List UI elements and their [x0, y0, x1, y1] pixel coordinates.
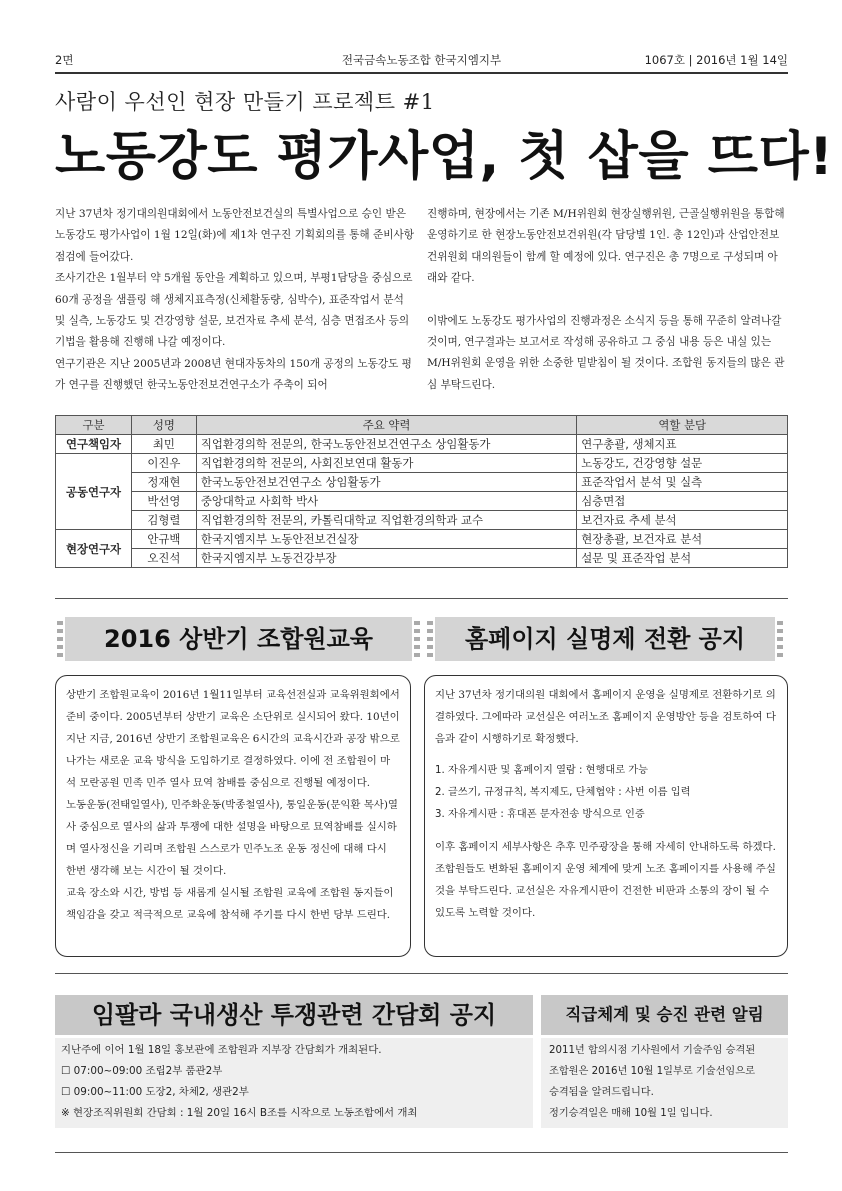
- meeting-line: ☐ 09:00~11:00 도장2, 차체2, 생관2부: [61, 1086, 249, 1098]
- article-paragraph: 연구기관은 지난 2005년과 2008년 현대자동차의 150개 공정의 노동강도 평가 연구를 진행했던 한국노동안전보건연구소가 주축이 되어: [55, 357, 412, 392]
- bio-cell: 직업환경의학 전문의, 한국노동안전보건연구소 상임활동가: [196, 435, 576, 454]
- promotion-line: 정기승격일은 매해 10월 1일 입니다.: [549, 1108, 713, 1119]
- homepage-notice-box: [424, 675, 788, 957]
- meeting-notice-title: 임팔라 국내생산 투쟁관련 간담회 공지: [55, 995, 533, 1035]
- promotion-line: 조합원은 2016년 10월 1일부로 기술선임으로: [549, 1066, 755, 1077]
- meeting-line: ※ 현장조직위원회 간담회 : 1월 20일 16시 B조를 시작으로 노동조합에서 개최: [61, 1107, 418, 1119]
- promotion-notice-title: 직급체계 및 승진 관련 알림: [541, 995, 788, 1035]
- group-cell: 현장연구자: [56, 530, 132, 568]
- bio-cell: 중앙대학교 사회학 박사: [196, 492, 576, 511]
- meeting-line: 지난주에 이어 1월 18일 홍보관에 조합원과 지부장 간담회가 개최된다.: [61, 1044, 382, 1056]
- paragraph-spacer: [427, 290, 788, 311]
- research-team-table: [55, 415, 788, 568]
- page-header: [55, 52, 788, 70]
- paragraph-spacer: [435, 750, 777, 760]
- homepage-notice-title: 홈페이지 실명제 전환 공지: [435, 617, 775, 661]
- footer-rule: [55, 1152, 788, 1153]
- homepage-rule-item: 1. 자유게시판 및 홈페이지 열람 : 현행대로 가능: [435, 765, 648, 776]
- page-number: 2면: [55, 53, 74, 67]
- role-cell: 표준작업서 분석 및 실측: [577, 473, 788, 492]
- name-cell: 최민: [131, 435, 196, 454]
- role-cell: 설문 및 표준작업 분석: [577, 549, 788, 568]
- group-cell: 공동연구자: [56, 454, 132, 530]
- name-cell: 오진석: [131, 549, 196, 568]
- name-cell: 김형렬: [131, 511, 196, 530]
- section-divider: [55, 598, 788, 599]
- name-cell: 안규백: [131, 530, 196, 549]
- promotion-line: 2011년 합의시점 기사원에서 기술주임 승격된: [549, 1045, 756, 1056]
- homepage-rule-item: 3. 자유게시판 : 휴대폰 문자전송 방식으로 인증: [435, 809, 645, 820]
- table-row: [56, 454, 788, 473]
- table-row: [56, 435, 788, 454]
- article-paragraph: 이밖에도 노동강도 평가사업의 진행과정은 소식지 등을 통해 꾸준히 알려나갈 것이며, 연구결과는 보고서로 작성해 공유하고 그 중심 내용 등은 내실 있는 M/H위원회 운영을 위한 소중한 밑받침이 될 것이다. 조합원 동지들의 많은 관심 부탁드린다.: [427, 314, 785, 391]
- table-row: [56, 530, 788, 549]
- meeting-notice-body: [55, 1038, 533, 1128]
- column-header: 성명: [131, 416, 196, 435]
- group-cell: 연구책임자: [56, 435, 132, 454]
- article-paragraph: 진행하며, 현장에서는 기존 M/H위원회 현장실행위원, 근골실행위원을 통합해 운영하기로 한 현장노동안전보건위원(각 담당별 1인. 총 12인)과 산업안전보건위원회 대의원들이 함께 할 예정에 있다. 연구진은 총 7명으로 구성되며 아래와 같다.: [427, 208, 785, 285]
- bio-cell: 한국지엠지부 노동건강부장: [196, 549, 576, 568]
- header-rule: [55, 72, 788, 74]
- paragraph-spacer: [435, 826, 777, 836]
- role-cell: 보건자료 추세 분석: [577, 511, 788, 530]
- bio-cell: 직업환경의학 전문의, 사회진보연대 활동가: [196, 454, 576, 473]
- promotion-notice-body: [541, 1038, 788, 1128]
- table-row: [56, 492, 788, 511]
- name-cell: 박선영: [131, 492, 196, 511]
- role-cell: 노동강도, 건강영향 설문: [577, 454, 788, 473]
- column-header: 주요 약력: [196, 416, 576, 435]
- issue-date: 1067호 | 2016년 1월 14일: [644, 53, 788, 67]
- article-body-right: [427, 204, 788, 396]
- table-header-row: [56, 416, 788, 435]
- homepage-paragraph: 이후 홈페이지 세부사항은 추후 민주광장을 통해 자세히 안내하도록 하겠다.: [435, 841, 776, 853]
- article-subtitle: 사람이 우선인 현장 만들기 프로젝트 #1: [55, 90, 435, 114]
- publisher-name: 전국금속노동조합 한국지엠지부: [341, 53, 502, 67]
- article-headline: 노동강도 평가사업, 첫 삽을 뜨다!: [55, 127, 834, 187]
- table-row: [56, 473, 788, 492]
- role-cell: 현장총괄, 보건자료 분석: [577, 530, 788, 549]
- article-body-left: [55, 204, 415, 397]
- article-paragraph: 지난 37년차 정기대의원대회에서 노동안전보건실의 특별사업으로 승인 받은 노동강도 평가사업이 1월 12일(화)에 제1차 연구진 기획회의를 통해 준비사항 점검에 들어갔다.: [55, 208, 414, 263]
- education-notice-box: [55, 675, 411, 957]
- name-cell: 이진우: [131, 454, 196, 473]
- table-row: [56, 511, 788, 530]
- role-cell: 연구총괄, 생체지표: [577, 435, 788, 454]
- column-header: 구분: [56, 416, 132, 435]
- role-cell: 심층면접: [577, 492, 788, 511]
- homepage-rule-item: 2. 글쓰기, 규정규칙, 복지제도, 단체협약 : 사번 이름 입력: [435, 787, 691, 798]
- education-paragraph: 상반기 조합원교육이 2016년 1월11일부터 교육선전실과 교육위원회에서 준비 중이다. 2005년부터 상반기 교육은 소단위로 실시되어 왔다. 10년이 지난 지금, 2016년 상반기 조합원교육은 6시간의 교육시간과 공장 밖으로 나가는 새로운 교육 방식을 도입하기로 결정하였다. 이에 전 조합원이 마석 모란공원 민족 민주 열사 묘역 참배를 중심으로 진행될 예정이다.: [66, 689, 400, 789]
- homepage-intro: 지난 37년차 정기대의원 대회에서 홈페이지 운영을 실명제로 전환하기로 의결하였다. 그에따라 교선실은 여러노조 홈페이지 운영방안 등을 검토하여 다음과 같이 시행하기로 확정했다.: [435, 689, 776, 745]
- bio-cell: 직업환경의학 전문의, 카톨릭대학교 직업환경의학과 교수: [196, 511, 576, 530]
- bio-cell: 한국노동안전보건연구소 상임활동가: [196, 473, 576, 492]
- column-header: 역할 분담: [577, 416, 788, 435]
- article-paragraph: 조사기간은 1월부터 약 5개월 동안을 계획하고 있으며, 부평1담당을 중심으로 60개 공정을 샘플링 해 생체지표측정(신체활동량, 심박수), 표준작업서 분석 및 실측, 노동강도 및 건강영향 설문, 보건자료 추세 분석, 심층 면접조사 등의 기법을 활용해 진행해 나갈 예정이다.: [55, 272, 413, 349]
- table-row: [56, 549, 788, 568]
- name-cell: 정재현: [131, 473, 196, 492]
- education-paragraph: 노동운동(전태일열사), 민주화운동(박종철열사), 통일운동(문익환 목사)열사 중심으로 열사의 삶과 투쟁에 대한 설명을 바탕으로 묘역참배를 실시하며 열사정신을 기리며 조합원 스스로가 민주노조 운동 정신에 대해 다시 한번 생각해 보는 시간이 될 것이다.: [66, 799, 398, 877]
- section-divider: [55, 973, 788, 974]
- education-title: 2016 상반기 조합원교육: [65, 617, 412, 661]
- bio-cell: 한국지엠지부 노동안전보건실장: [196, 530, 576, 549]
- promotion-line: 승격됨을 알려드립니다.: [549, 1087, 654, 1098]
- meeting-line: ☐ 07:00~09:00 조립2부 품관2부: [61, 1065, 223, 1077]
- homepage-paragraph: 조합원들도 변화된 홈페이지 운영 체계에 맞게 노조 홈페이지를 사용해 주실것을 부탁드린다. 교선실은 자유게시판이 건전한 비판과 소통의 장이 될 수 있도록 노력할 것이다.: [435, 863, 776, 919]
- education-paragraph: 교육 장소와 시간, 방법 등 새롭게 실시될 조합원 교육에 조합원 동지들이 책임감을 갖고 적극적으로 교육에 참석해 주기를 다시 한번 당부 드린다.: [66, 887, 394, 921]
